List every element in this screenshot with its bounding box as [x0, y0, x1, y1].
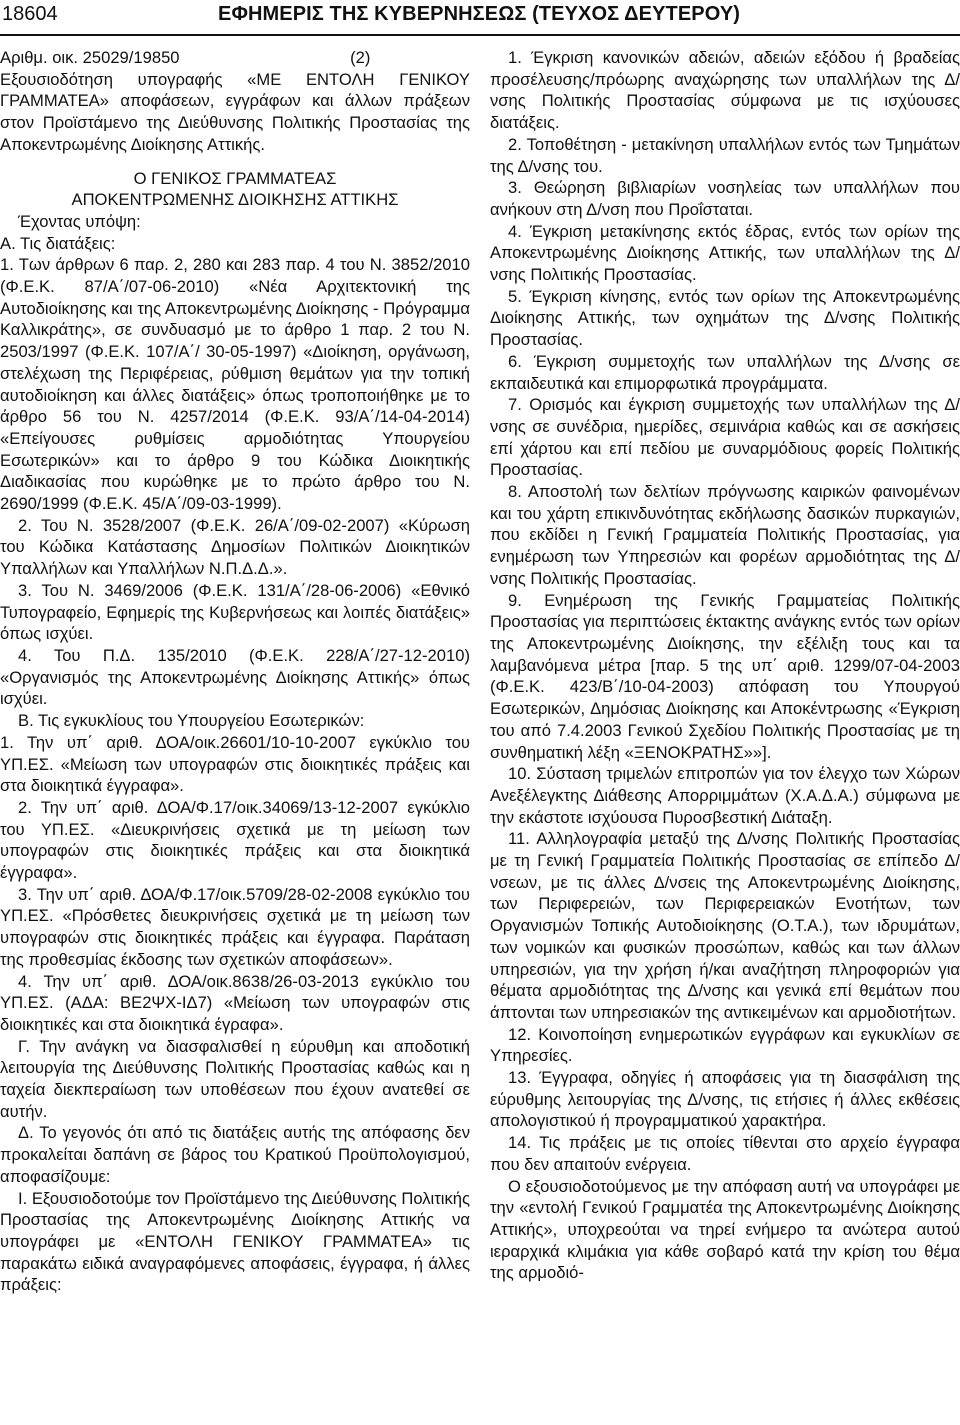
- decision-number: Αριθμ. οικ. 25029/19850 (2): [0, 48, 371, 67]
- delegated-power-item: 10. Σύσταση τριμελών επιτροπών για τον έλεγχο των Χώρων Ανεξέλεγκτης Διάθεσης Απορριμμάτων (Χ.Α.Δ.Α.) σύμφωνα με την εκάστοτε ισχύουσα Πυροσβεστική Διάταξη.: [490, 764, 960, 827]
- right-column: [490, 47, 960, 1284]
- section-c-paragraph: Γ. Την ανάγκη να διασφαλισθεί η εύρυθμη και αποδοτική λειτουργία της Διεύθυνσης Πολιτικής Προστασίας καθώς και η ταχεία διεκπεραίωση των υποθέσεων που έχουν ανατεθεί σε αυτήν.: [0, 1036, 470, 1121]
- legal-basis-item: 3. Του Ν. 3469/2006 (Φ.Ε.Κ. 131/Α΄/28-06-2006) «Εθνικό Τυπογραφείο, Εφημερίς της Κυβερνήσεως και λοιπές διατάξεις» όπως ισχύει.: [0, 580, 470, 644]
- circular-item: 1. Την υπ΄ αριθ. ΔΟΑ/οικ.26601/10-10-2007 εγκύκλιο του ΥΠ.ΕΣ. «Μείωση των υπογραφών στις διοικητικές πράξεις και στα διοικητικά έγγραφα».: [0, 732, 470, 796]
- header-rule: [0, 34, 960, 36]
- delegated-power-item: 9. Ενημέρωση της Γενικής Γραμματείας Πολιτικής Προστασίας για περιπτώσεις έκτακτης ανάγκης εντός των ορίων της Αποκεντρωμένης Διοίκησης, την εξέλιξη τους και τα λαμβανόμενα μέτρα [παρ. 5 της υπ΄ αριθ. 1299/07-04-2003 (Φ.Ε.Κ. 423/Β΄/10-04-2003) απόφαση του Υπουργού Εσωτερικών, Δημόσιας Διοίκησης και Αποκέντρωσης «Έγκριση του από 7.4.2003 Γενικού Σχεδίου Πολιτικής Προστασίας με τη συνθηματική λέξη «ΞΕΝΟΚΡΑΤΗΣ»»].: [490, 590, 960, 762]
- legal-basis-item: 2. Του Ν. 3528/2007 (Φ.Ε.Κ. 26/Α΄/09-02-2007) «Κύρωση του Κώδικα Κατάστασης Δημοσίων Πολιτικών Διοικητικών Υπαλλήλων και Υπαλλήλων Ν.Π.Δ.Δ.».: [0, 515, 470, 579]
- page-number: 18604: [2, 3, 58, 25]
- delegated-power-item: 7. Ορισμός και έγκριση συμμετοχής των υπαλλήλων της Δ/νσης σε συνέδρια, ημερίδες, σεμινάρια καθώς και σε ασκήσεις επί χάρτου και επί πεδίου με συναρμόδιους φορείς Πολιτικής Προστασίας.: [490, 395, 960, 480]
- preamble-heading: Έχοντας υπόψη:: [18, 211, 141, 231]
- delegated-power-item: 5. Έγκριση κίνησης, εντός των ορίων της Αποκεντρωμένης Διοίκησης Αττικής, των οχημάτων της Δ/νσης Πολιτικής Προστασίας.: [490, 286, 960, 350]
- section-d-paragraph: Δ. Το γεγονός ότι από τις διατάξεις αυτής της απόφασης δεν προκαλείται δαπάνη σε βάρος του Κρατικού Προϋπολογισμού, αποφασίζουμε:: [0, 1123, 470, 1186]
- delegated-power-item: 14. Τις πράξεις με τις οποίες τίθενται στο αρχείο έγγραφα που δεν απαιτούν ενέργεια.: [490, 1133, 960, 1174]
- delegated-power-item: 1. Έγκριση κανονικών αδειών, αδειών εξόδου ή βραδείας προσέλευσης/πρόωρης αναχώρησης των υπαλλήλων της Δ/νσης Πολιτικής Προστασίας σύμφωνα με τις ισχύουσες διατάξεις.: [490, 48, 960, 133]
- delegated-power-item: 3. Θεώρηση βιβλιαρίων νοσηλείας των υπαλλήλων που ανήκουν στη Δ/νση που Προΐσταται.: [490, 178, 960, 219]
- decision-paragraph: Ι. Εξουσιοδοτούμε τον Προϊστάμενο της Διεύθυνσης Πολιτικής Προστασίας της Αποκεντρωμένης Διοίκησης Αττικής να υπογράφει με «ΕΝΤΟΛΗ ΓΕΝΙΚΟΥ ΓΡΑΜΜΑΤΕΑ» τις παρακάτω ειδικά αναγραφόμενες αποφάσεις, έγγραφα, ή άλλες πράξεις:: [0, 1188, 470, 1295]
- legal-basis-item: 4. Του Π.Δ. 135/2010 (Φ.Ε.Κ. 228/Α΄/27-12-2010) «Οργανισμός της Αποκεντρωμένης Διοίκησης Αττικής» όπως ισχύει.: [0, 645, 470, 709]
- delegated-power-item: 12. Κοινοποίηση ενημερωτικών εγγράφων και εγκυκλίων σε Υπηρεσίες.: [490, 1024, 960, 1066]
- journal-title: ΕΦΗΜΕΡΙΣ ΤΗΣ ΚΥΒΕΡΝΗΣΕΩΣ (ΤΕΥΧΟΣ ΔΕΥΤΕΡΟΥ): [218, 3, 741, 25]
- delegated-power-item: 4. Έγκριση μετακίνησης εκτός έδρας, εντός των ορίων της Αποκεντρωμένης Διοίκησης Αττικής, των υπαλλήλων της Δ/νσης Πολιτικής Προστασίας.: [490, 221, 960, 285]
- delegated-power-item: 8. Αποστολή των δελτίων πρόγνωσης καιρικών φαινομένων και του χάρτη επικινδυνότητας εκδήλωσης δασικών πυρκαγιών, που εκδίδει η Γενική Γραμματεία Πολιτικής Προστασίας, για ενημέρωση των Υπηρεσιών και φορέων αρμοδιότητας της Δ/νσης Πολιτικής Προστασίας.: [490, 482, 960, 588]
- page-header: [0, 0, 960, 36]
- circular-item: 2. Την υπ΄ αριθ. ΔΟΑ/Φ.17/οικ.34069/13-12-2007 εγκύκλιο του ΥΠ.ΕΣ. «Διευκρινήσεις σχετικά με τη μείωση των υπογραφών στις διοικητικές πράξεις και στα διοικητικά έγγραφα».: [0, 797, 470, 883]
- obligation-paragraph: Ο εξουσιοδοτούμενος με την απόφαση αυτή να υπογράφει με την «εντολή Γενικού Γραμματέα της Αποκεντρωμένης Διοίκησης Αττικής», υποχρεούται να τηρεί ενήμερο τα ανώτερα αυτού ιεραρχικά κλιμάκια για κάθε σοβαρό κατά την κρίση του θέμα της αρμοδιό-: [490, 1176, 960, 1283]
- delegated-power-item: 11. Αλληλογραφία μεταξύ της Δ/νσης Πολιτικής Προστασίας με τη Γενική Γραμματεία Πολιτικής Προστασίας σε επίπεδο Δ/νσεων, με τις άλλες Δ/νσεις της Αποκεντρωμένης Διοίκησης, των Περιφερειών, των Περιφερειακών Ενοτήτων, των Οργανισμών Τοπικής Αυτοδιοίκησης (Ο.Τ.Α.), των ιδρυμάτων, των νομικών και φυσικών προσώπων, καθώς και των άλλων υπηρεσιών, για την χρήση ή/και αναζήτηση πληροφοριών για θέματα αρμοδιότητας της Δ/νσης και γενικά επί θεμάτων που άπτονται των υπηρεσιακών της αντικειμένων και αρμοδιοτήτων.: [490, 829, 960, 1022]
- circular-item: 4. Την υπ΄ αριθ. ΔΟΑ/οικ.8638/26-03-2013 εγκύκλιο του ΥΠ.ΕΣ. (ΑΔΑ: ΒΕ2ΨΧ-ΙΔ7) «Μείωση των υπογραφών στις διοικητικές και στα διοικητικά έγραφα».: [0, 971, 470, 1034]
- section-b-heading: Β. Τις εγκυκλίους του Υπουργείου Εσωτερικών:: [18, 711, 365, 731]
- delegated-power-item: 2. Τοποθέτηση - μετακίνηση υπαλλήλων εντός των Τμημάτων της Δ/νσης του.: [490, 134, 960, 176]
- signatory-title: Ο ΓΕΝΙΚΟΣ ΓΡΑΜΜΑΤΕΑΣ: [133, 168, 337, 188]
- section-a-heading: Α. Τις διατάξεις:: [0, 233, 116, 253]
- left-column: [0, 47, 470, 1296]
- signatory-authority: ΑΠΟΚΕΝΤΡΩΜΕΝΗΣ ΔΙΟΙΚΗΣΗΣ ΑΤΤΙΚΗΣ: [71, 190, 399, 210]
- decision-subject: Εξουσιοδότηση υπογραφής «ΜΕ ΕΝΤΟΛΗ ΓΕΝΙΚΟΥ ΓΡΑΜΜΑΤΕΑ» αποφάσεων, εγγράφων και άλλων πράξεων στον Προϊστάμενο της Διεύθυνσης Πολιτικής Προστασίας της Αποκεντρωμένης Διοίκησης Αττικής.: [0, 69, 470, 154]
- delegated-power-item: 13. Έγγραφα, οδηγίες ή αποφάσεις για τη διασφάλιση της εύρυθμης λειτουργίας της Δ/νσης, τις ετήσιες ή άλλες εκθέσεις απολογιστικού ή προγραμματικού χαρακτήρα.: [490, 1068, 960, 1131]
- legal-basis-item: 1. Των άρθρων 6 παρ. 2, 280 και 283 παρ. 4 του Ν. 3852/2010 (Φ.Ε.Κ. 87/Α΄/07-06-2010) «Νέα Αρχιτεκτονική της Αυτοδιοίκησης και της Αποκεντρωμένης Διοίκησης - Πρόγραμμα Καλλικράτης», σε συνδυασμό με το άρθρο 1 παρ. 2 του Ν. 2503/1997 (Φ.Ε.Κ. 107/Α΄/ 30-05-1997) «Διοίκηση, οργάνωση, στελέχωση της Περιφέρειας, ρύθμιση θεμάτων για την τοπική αυτοδιοίκηση και άλλες διατάξεις» όπως τροποποιήθηκε με το άρθρο 56 του Ν. 4257/2014 (Φ.Ε.Κ. 93/Α΄/14-04-2014) «Επείγουσες ρυθμίσεις αρμοδιότητας Υπουργείου Εσωτερικών» και το άρθρο 9 του Κώδικα Διοικητικής Διαδικασίας που κυρώθηκε με το πρώτο άρθρο του Ν. 2690/1999 (Φ.Ε.Κ. 45/Α΄/09-03-1999).: [0, 255, 470, 514]
- delegated-power-item: 6. Έγκριση συμμετοχής των υπαλλήλων της Δ/νσης σε εκπαιδευτικά και επιμορφωτικά προγράμματα.: [490, 351, 960, 393]
- circular-item: 3. Την υπ΄ αριθ. ΔΟΑ/Φ.17/οικ.5709/28-02-2008 εγκύκλιο του ΥΠ.ΕΣ. «Πρόσθετες διευκρινήσεις σχετικά με τη μείωση των υπογραφών στις διοικητικές πράξεις και έγγραφα. Παράταση της προθεσμίας έκδοσης των σχετικών αποφάσεων».: [0, 884, 470, 969]
